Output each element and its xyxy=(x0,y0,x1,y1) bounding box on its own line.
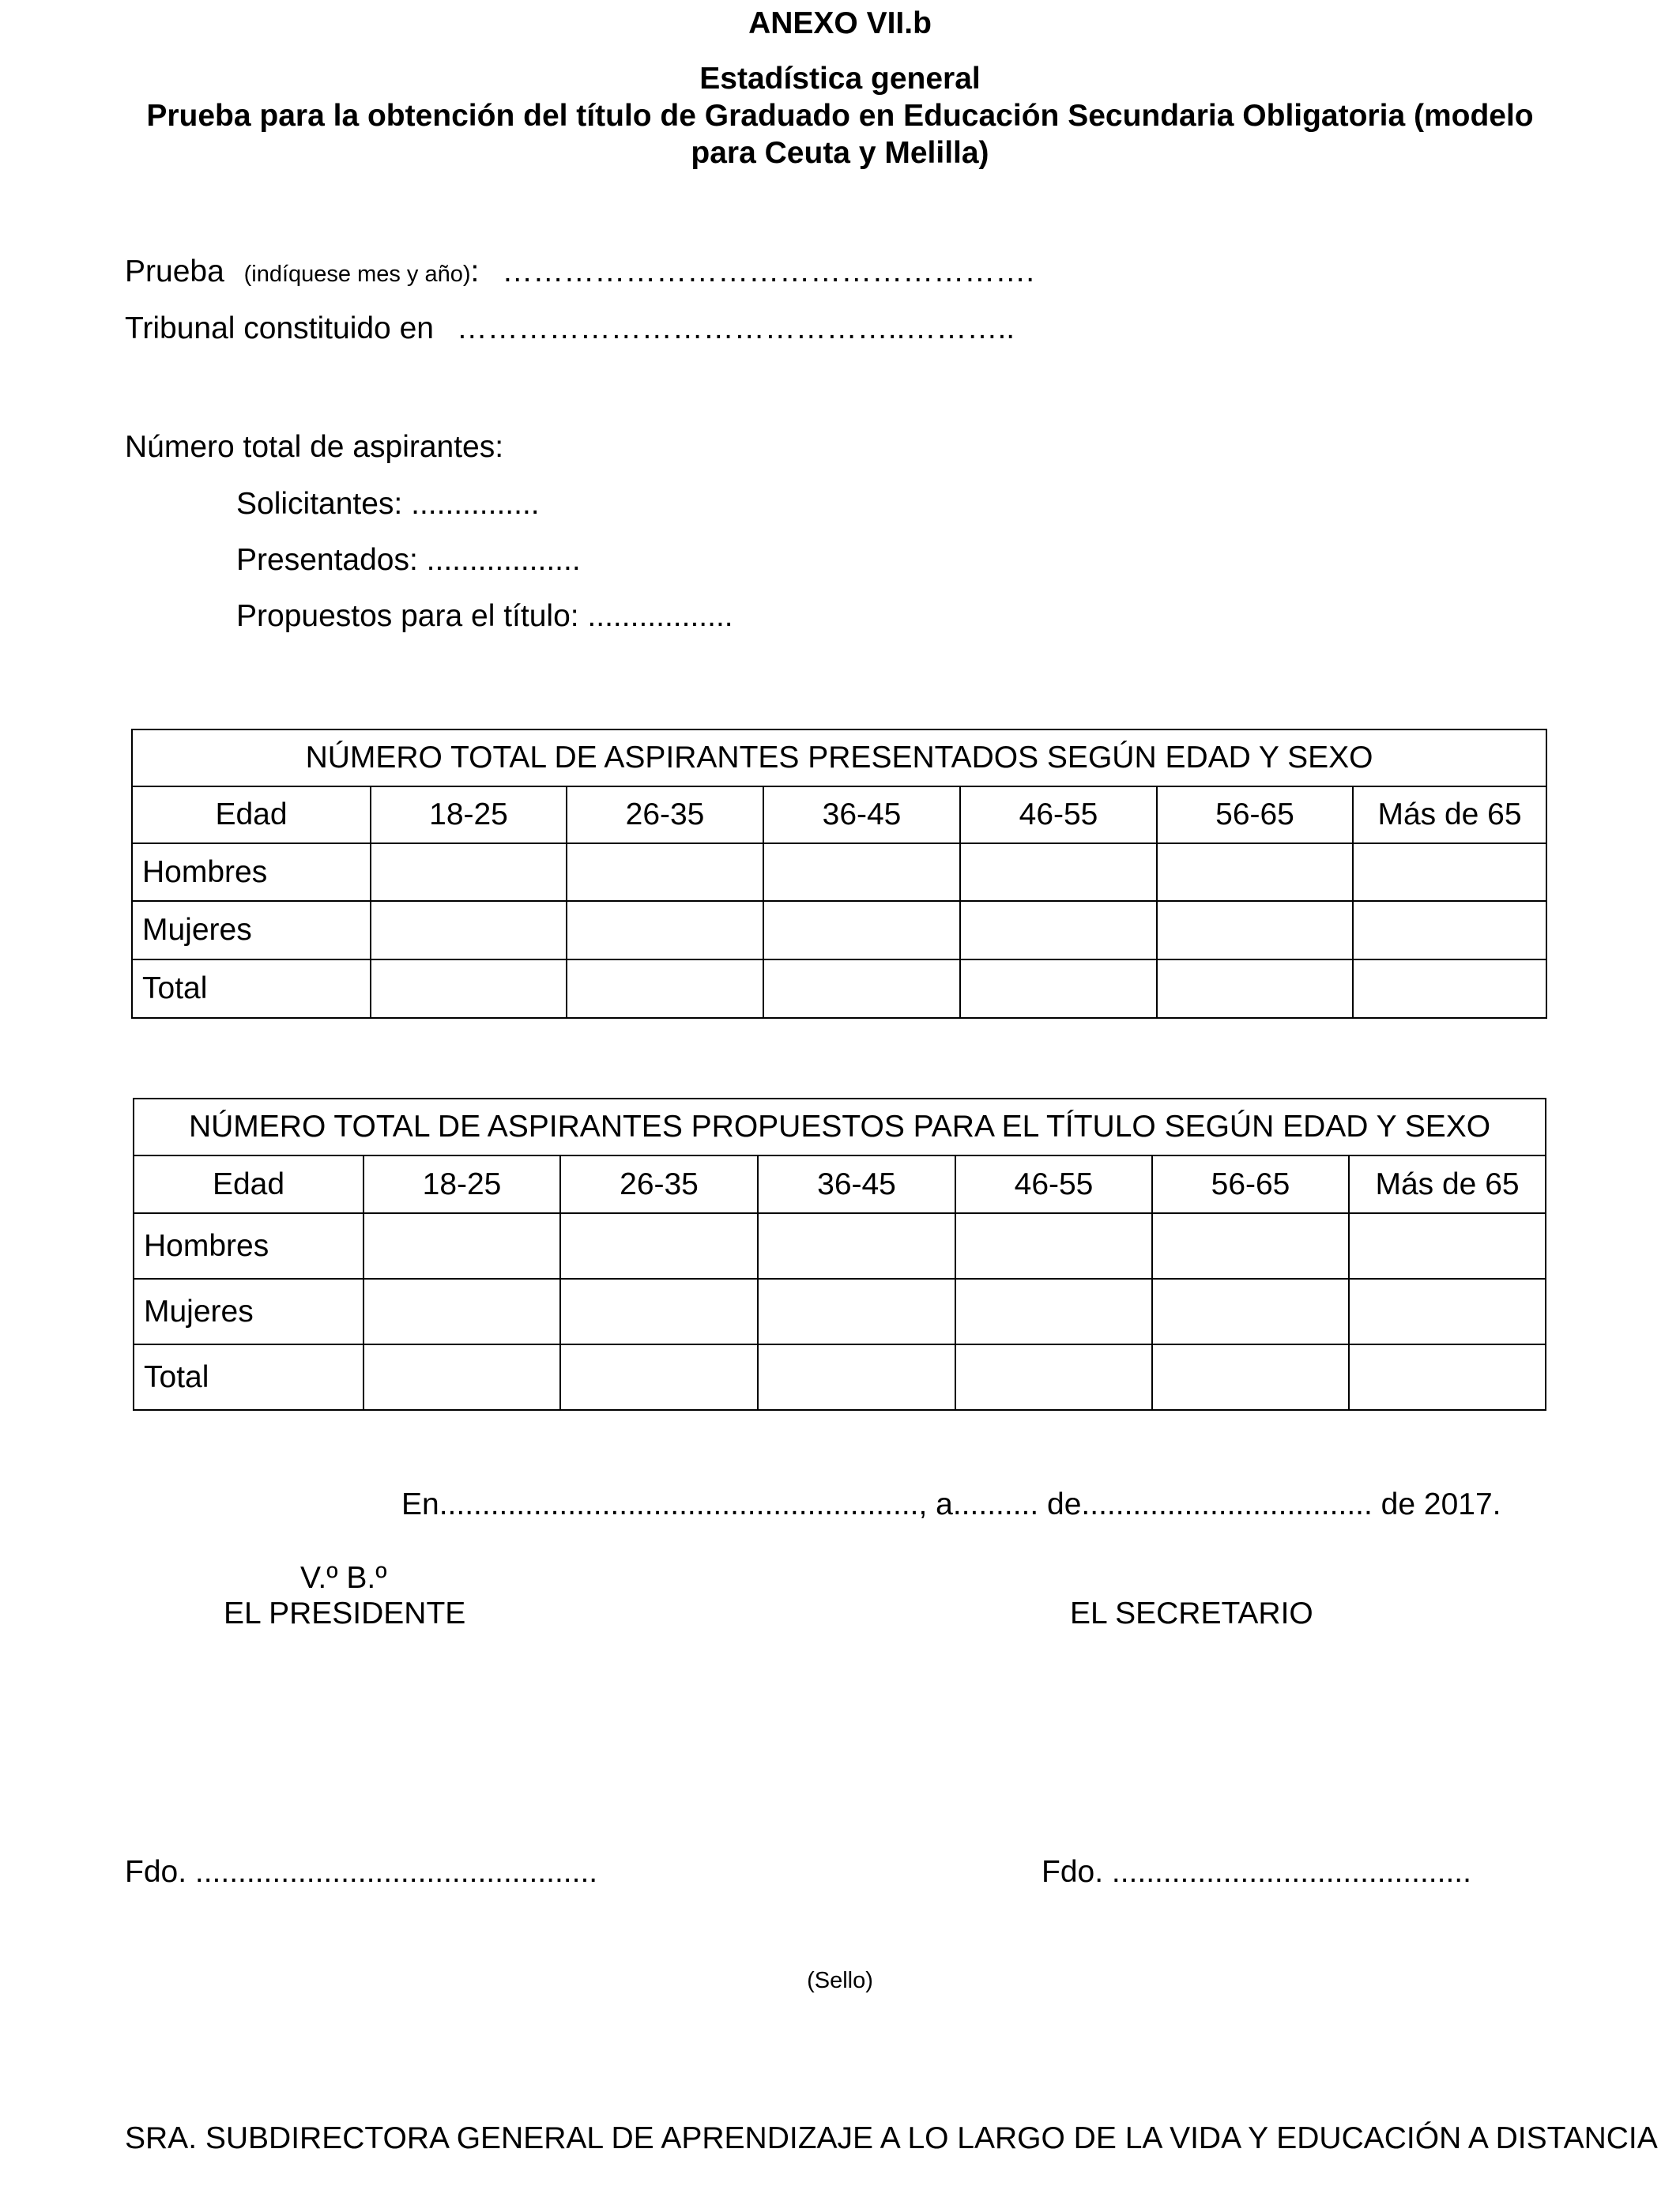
propuestos-field: Propuestos para el título: ................. xyxy=(236,599,733,633)
table-row xyxy=(132,843,1546,901)
table-cell[interactable] xyxy=(758,1279,955,1344)
table-cell[interactable] xyxy=(1349,1344,1546,1410)
prueba-hint: (indíquese mes y año) xyxy=(243,262,471,287)
vobo-label: V.º B.º xyxy=(300,1561,387,1595)
prueba-dots: ……………………………………………. xyxy=(502,254,1035,288)
table2-header-36-45: 36-45 xyxy=(758,1155,955,1213)
table-cell[interactable] xyxy=(1349,1213,1546,1279)
doc-subtitle-line1: Prueba para la obtención del título de Graduado en Educación Secundaria Obligatoria (modelo xyxy=(146,99,1534,133)
secretary-label: EL SECRETARIO xyxy=(1070,1596,1313,1630)
table-row xyxy=(134,1279,1546,1344)
prueba-field xyxy=(125,254,1034,289)
solicitantes-field: Solicitantes: ............... xyxy=(236,487,540,521)
table1-header-mas-de-65: Más de 65 xyxy=(1353,786,1546,843)
prueba-colon: : xyxy=(470,254,480,288)
table-cell[interactable] xyxy=(955,1279,1152,1344)
table-cell[interactable] xyxy=(1152,1344,1349,1410)
table-cell[interactable] xyxy=(371,843,567,901)
table-row xyxy=(134,1344,1546,1410)
doc-subtitle-line2: para Ceuta y Melilla) xyxy=(691,136,989,170)
table-cell[interactable] xyxy=(758,1213,955,1279)
tribunal-dots: ……………………………………..……….. xyxy=(456,311,1015,345)
table-cell[interactable] xyxy=(560,1213,758,1279)
table-cell[interactable] xyxy=(763,843,960,901)
tribunal-label: Tribunal constituido en xyxy=(125,311,434,345)
signature-line-secretary: Fdo. .......................................... xyxy=(1042,1855,1471,1889)
annex-title: ANEXO VII.b xyxy=(748,6,932,40)
president-label: EL PRESIDENTE xyxy=(224,1596,466,1630)
table-cell[interactable] xyxy=(560,1279,758,1344)
table-cell[interactable] xyxy=(763,901,960,959)
table-cell[interactable] xyxy=(1152,1213,1349,1279)
table-cell[interactable] xyxy=(960,843,1157,901)
addressee-line: SRA. SUBDIRECTORA GENERAL DE APRENDIZAJE A LO LARGO DE LA VIDA Y EDUCACIÓN A DISTANCIA xyxy=(125,2121,1658,2155)
table-cell[interactable] xyxy=(955,1344,1152,1410)
table1-row-label-total: Total xyxy=(132,959,371,1018)
table-row xyxy=(134,1213,1546,1279)
table-cell[interactable] xyxy=(1152,1279,1349,1344)
table1-header-46-55: 46-55 xyxy=(960,786,1157,843)
table-cell[interactable] xyxy=(1157,901,1353,959)
table2-row-label-hombres: Hombres xyxy=(134,1213,363,1279)
table2-header-56-65: 56-65 xyxy=(1152,1155,1349,1213)
signature-line-president: Fdo. ............................................... xyxy=(125,1855,598,1889)
table2-row-label-mujeres: Mujeres xyxy=(134,1279,363,1344)
table-cell[interactable] xyxy=(763,959,960,1018)
prueba-label: Prueba xyxy=(125,254,224,288)
table-cell[interactable] xyxy=(363,1279,560,1344)
table-cell[interactable] xyxy=(1157,843,1353,901)
table2-header-mas-de-65: Más de 65 xyxy=(1349,1155,1546,1213)
presentados-table xyxy=(131,729,1547,1019)
table1-header-36-45: 36-45 xyxy=(763,786,960,843)
table1-header-56-65: 56-65 xyxy=(1157,786,1353,843)
table-row xyxy=(132,959,1546,1018)
place-date-line: En........................................................, a.......... de.................................. de 2017. xyxy=(401,1487,1501,1521)
tribunal-field xyxy=(125,311,1015,346)
table1-row-label-hombres: Hombres xyxy=(132,843,371,901)
table-cell[interactable] xyxy=(371,901,567,959)
table1-header-26-35: 26-35 xyxy=(567,786,763,843)
table-cell[interactable] xyxy=(1353,959,1546,1018)
presentados-field: Presentados: .................. xyxy=(236,543,581,577)
table-cell[interactable] xyxy=(567,959,763,1018)
table-cell[interactable] xyxy=(363,1213,560,1279)
table-cell[interactable] xyxy=(371,959,567,1018)
table2-header-18-25: 18-25 xyxy=(363,1155,560,1213)
table2-row-label-total: Total xyxy=(134,1344,363,1410)
table2-header-edad: Edad xyxy=(134,1155,363,1213)
doc-title: Estadística general xyxy=(699,62,981,96)
seal-placeholder: (Sello) xyxy=(807,1968,873,1993)
table-row xyxy=(132,901,1546,959)
table-cell[interactable] xyxy=(363,1344,560,1410)
table-cell[interactable] xyxy=(560,1344,758,1410)
table-cell[interactable] xyxy=(567,843,763,901)
table-cell[interactable] xyxy=(960,959,1157,1018)
table2-header-26-35: 26-35 xyxy=(560,1155,758,1213)
table1-title: NÚMERO TOTAL DE ASPIRANTES PRESENTADOS SEGÚN EDAD Y SEXO xyxy=(132,729,1546,786)
table1-header-18-25: 18-25 xyxy=(371,786,567,843)
table-cell[interactable] xyxy=(960,901,1157,959)
propuestos-table xyxy=(133,1098,1546,1411)
table-cell[interactable] xyxy=(567,901,763,959)
table-cell[interactable] xyxy=(955,1213,1152,1279)
table-cell[interactable] xyxy=(1353,843,1546,901)
table2-title: NÚMERO TOTAL DE ASPIRANTES PROPUESTOS PARA EL TÍTULO SEGÚN EDAD Y SEXO xyxy=(134,1099,1546,1155)
table-cell[interactable] xyxy=(758,1344,955,1410)
table-cell[interactable] xyxy=(1353,901,1546,959)
table2-header-46-55: 46-55 xyxy=(955,1155,1152,1213)
table-cell[interactable] xyxy=(1349,1279,1546,1344)
table-cell[interactable] xyxy=(1157,959,1353,1018)
table1-header-edad: Edad xyxy=(132,786,371,843)
table1-row-label-mujeres: Mujeres xyxy=(132,901,371,959)
total-aspirantes-label: Número total de aspirantes: xyxy=(125,430,504,464)
